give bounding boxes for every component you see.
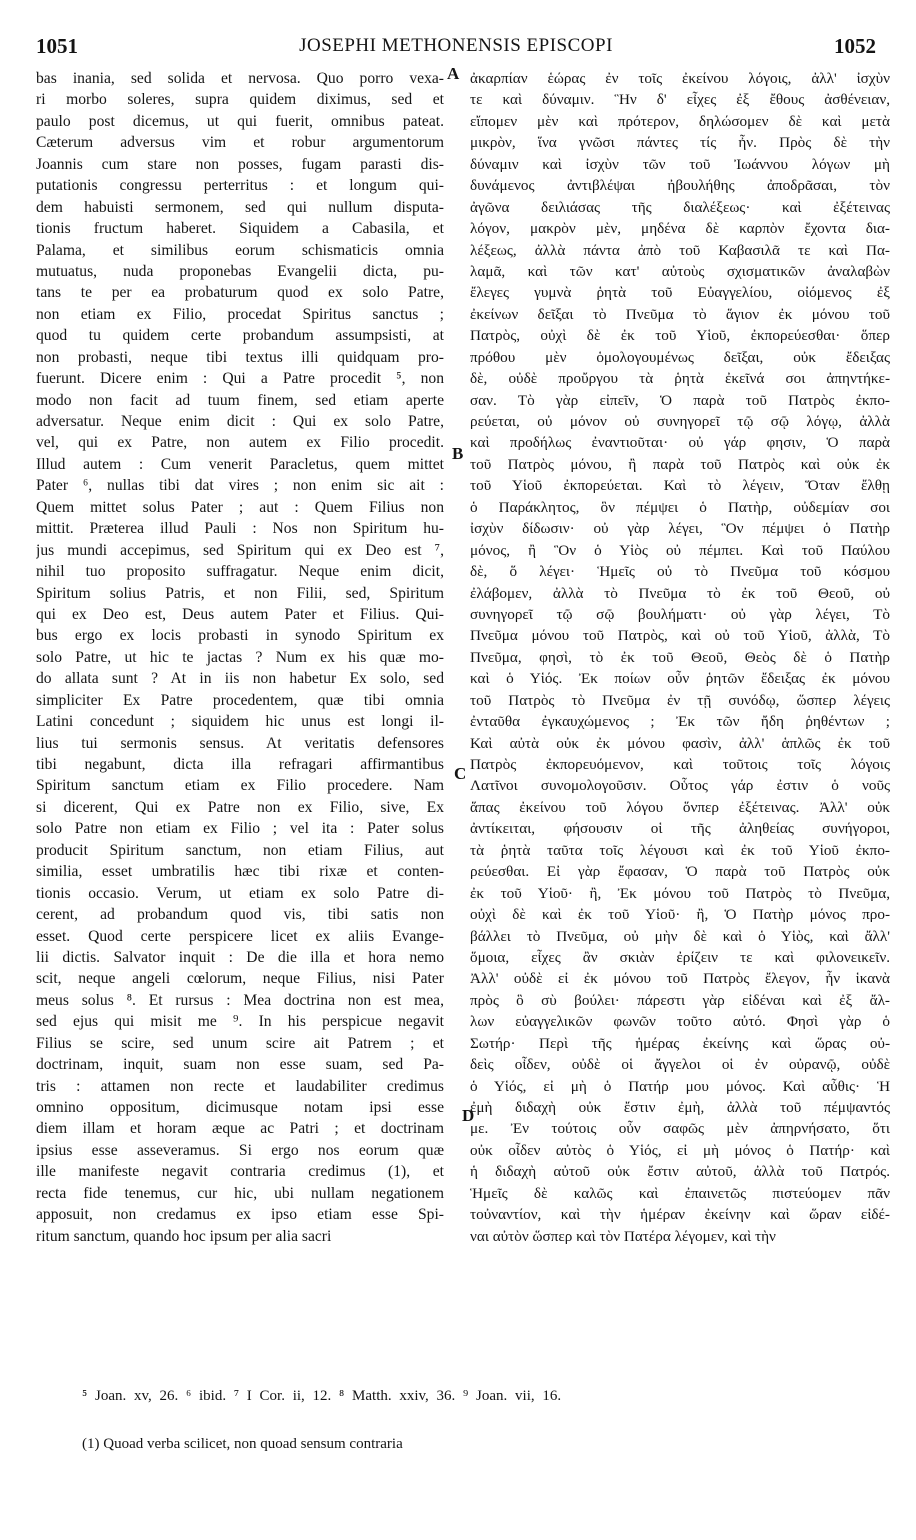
greek-text-line: τοὐναντίον, καὶ τὴν ἡμέραν ἐκείνην καὶ ὥραν εἰδέ-: [470, 1206, 890, 1224]
greek-text-line: Καὶ αὐτὰ οὐκ ἐκ μόνου φασὶν, ἀλλ' ἁπλῶς ἐκ τοῦ: [470, 734, 890, 752]
latin-text-line: tibi negabunt, dicta illa refragari affirmantibus: [36, 756, 444, 773]
page-number-left: 1051: [36, 34, 78, 58]
latin-text-line: ritum sanctum, quando hoc ipsum per alia sacri: [36, 1227, 332, 1245]
greek-column: [470, 68, 890, 1247]
greek-text-line: ρεύεσθαι. Εἰ γὰρ ἔφασαν, Ὁ παρὰ τοῦ Πατρὸς οὐκ: [470, 863, 890, 881]
greek-text-line: ὁ Υἱός, εἰ μὴ ὁ Πατήρ μου μόνος. Καὶ αὖθις· Ἡ: [470, 1077, 890, 1095]
greek-text-line: ἐνταῦθα ἐγκαυχώμενος ; Ἐκ τῶν ἤδη ῥηθέντων ;: [470, 713, 890, 731]
greek-text-line: ἰσχὺν δίδωσιν· οὐ γὰρ λέγει, Ὃν πέμψει ὁ Πατὴρ: [470, 520, 890, 538]
greek-text-line: ἐμὴ διδαχὴ οὐκ ἔστιν ἐμὴ, ἀλλὰ τοῦ πέμψαντός: [470, 1099, 890, 1116]
margin-marker-a: A: [447, 64, 460, 83]
greek-text-line: ἐκ τοῦ Υἱοῦ· ἢ, Ἐκ μόνου τοῦ Πατρὸς τὸ Πνεῦμα,: [470, 884, 890, 902]
greek-text-line: ναι αὐτὸν ὥσπερ καὶ τὸν Πατέρα λέγομεν, καὶ τὴν: [470, 1227, 776, 1245]
latin-text-line: nihil tuo proposito suffragatur. Neque enim dicit,: [36, 563, 444, 581]
latin-text-line: putationis congressu perterritus : et longum qui-: [36, 177, 444, 195]
greek-text-line: τὰ ῥητὰ ταῦτα τοῖς λέγουσι καὶ ἐκ τοῦ Υἱοῦ ἐκπο-: [470, 841, 890, 859]
page-number-right: 1052: [834, 34, 876, 58]
latin-text-line: scit, neque angeli cœlorum, neque Filius, nisi Pater: [36, 970, 444, 988]
greek-text-line: λαμᾶ, καὶ τῶν κατ' αὐτοὺς σχισματικῶν ἀναλαβὼν: [470, 262, 890, 280]
latin-text-line: ipsius esse asseveramus. Si ergo nos eorum quæ: [36, 1141, 444, 1159]
greek-text-line: βάλλει τὸ Πνεῦμα, οὐ μὴν δὲ καὶ ὁ Υἱὸς, καὶ ἄλλ': [470, 927, 890, 945]
greek-text-line: δὲ, οὐδὲ προὔργου τὰ ῥητὰ ἐκεῖνά σοι ἀπηντήκε-: [470, 370, 890, 388]
latin-text-line: modo non facit ad tuum finem, sed etiam aperte: [36, 391, 444, 409]
greek-text-line: Πατρὸς, οὐχὶ δὲ ἐκ τοῦ Υἱοῦ, ἐκπορεύεσθαι· ὅπερ: [470, 327, 890, 345]
greek-text-line: Πατρὸς ἐκπορευόμενον, καὶ τοῦτοις τοῖς λόγοις: [470, 756, 890, 773]
latin-text-line: sed ejus qui misit me ⁹. In his perspicue negavit: [36, 1013, 444, 1031]
greek-text-line: λόγον, μακρὸν μὲν, μηδένα δὲ καρπὸν ἔχοντα δια-: [470, 220, 890, 238]
greek-text-line: ἅπας ἐκείνου τοῦ λόγου ὅνπερ ἐξέτεινας. Ἀλλ' οὐκ: [470, 798, 890, 816]
latin-text-line: recta fide tenemus, cur hic, ubi nullam negationem: [36, 1184, 444, 1202]
latin-text-line: tionis fructum haberet. Siquidem a Cabasila, et: [36, 220, 444, 238]
greek-text-line: οὐκ οἶδεν αὐτὸς ὁ Υἱός, εἰ μὴ μόνος ὁ Πατήρ· καὶ: [470, 1141, 890, 1159]
latin-text-line: ille manifeste negavit contraria credimus (1), et: [36, 1163, 444, 1181]
greek-text-line: ἔλεγες γυμνὰ ῥητὰ τοῦ Εὐαγγελίου, οἰόμενος ἐξ: [470, 284, 890, 302]
greek-text-line: μόνος, ἢ Ὃν ὁ Υἱὸς οὐ πέμπει. Καὶ τοῦ Παύλου: [470, 541, 890, 559]
greek-text-line: Πνεῦμα, φησὶ, τὸ ἐκ τοῦ Θεοῦ, Θεὸς δὲ ὁ Πατὴρ: [470, 648, 890, 666]
greek-text-line: δύναμιν καὶ ἰσχὺν τῶν τοῦ Ἰωάννου λόγων μὴ: [470, 155, 890, 173]
latin-text-line: meus solus ⁸. Et rursus : Mea doctrina non est mea,: [36, 991, 444, 1009]
greek-text-line: σαν. Τὸ γὰρ εἰπεῖν, Ὁ παρὰ τοῦ Πατρὸς ἐκπο-: [470, 391, 890, 409]
footnote-note: (1) Quoad verba scilicet, non quoad sensum contraria: [82, 1436, 403, 1452]
latin-text-line: bas inania, sed solida et nervosa. Quo porro vexa-: [36, 70, 444, 87]
greek-text-line: Ἀλλ' οὐδὲ εἰ ἐκ μόνου τοῦ Πατρὸς ἔλεγον, ἦν ἱκανὰ: [470, 970, 890, 988]
latin-text-line: lius tui sermonis sensus. At veritatis defensores: [36, 734, 444, 752]
latin-text-line: tionis occasio. Verum, ut etiam ex solo Patre di-: [36, 884, 444, 902]
greek-text-line: ἀκαρπίαν ἑώρας ἐν τοῖς ἐκείνου λόγοις, ἀλλ' ἰσχὺν: [470, 70, 890, 87]
greek-text-line: πρόθου μὲν ὁμολογουμένως δεῖξαι, οὐκ ἔδειξας: [470, 348, 890, 366]
greek-text-line: ἡ διδαχὴ αὐτοῦ οὐκ ἔστιν αὐτοῦ, ἀλλὰ τοῦ Πατρός.: [470, 1163, 890, 1181]
latin-text-line: dem habuisti sermonem, sed qui nullum disputa-: [36, 198, 444, 216]
margin-marker-c: C: [454, 764, 467, 783]
greek-text-line: δὲ, ὅ λέγει· Ἡμεῖς οὐ τὸ Πνεῦμα τοῦ κόσμου: [470, 563, 890, 581]
latin-text-line: Quem mittet solus Pater ; aut : Quem Filius non: [36, 498, 444, 516]
latin-text-line: tans te per ea probaturum quod ex solo Patre,: [36, 284, 444, 302]
latin-text-line: lii dictis. Salvator inquit : De die illa et hora nemo: [36, 948, 444, 966]
latin-text-line: Cæterum adversus vim et robur argumentorum: [36, 134, 444, 152]
greek-text-line: Σωτήρ· Περὶ τῆς ἡμέρας ἐκείνης καὶ ὥρας οὐ-: [470, 1034, 890, 1052]
greek-text-line: ἀγῶνα δειλιάσας τῆς διαλέξεως· καὶ ἐξέτεινας: [470, 198, 890, 216]
running-title: JOSEPHI METHONENSIS EPISCOPI: [299, 35, 613, 56]
latin-text-line: vel, qui ex Patre, non autem ex Filio procedit.: [36, 434, 444, 452]
latin-text-line: simpliciter Ex Patre procedentem, quæ tibi omnia: [36, 691, 444, 709]
greek-text-line: τοῦ Πατρὸς μόνου, ἢ παρὰ τοῦ Πατρὸς καὶ οὐκ ἐκ: [470, 455, 890, 473]
latin-text-line: mutuatus, nuda proponebas Evangelii dicta, pu-: [36, 262, 444, 280]
latin-text-line: omnino oppositum, dicimusque notam ipsi esse: [36, 1099, 444, 1116]
latin-text-line: fuerunt. Dicere enim : Qui a Patre procedit ⁵, non: [36, 370, 444, 388]
latin-text-line: Illud autem : Cum venerit Paracletus, quem mittet: [36, 455, 444, 473]
latin-text-line: doctrinam, inquit, suam non esse suam, sed Pa-: [36, 1056, 444, 1074]
greek-text-line: καὶ ὁ Υἱός. Ἐκ ποίων οὖν ῥητῶν ἔδειξας ἐκ μόνου: [470, 670, 890, 688]
latin-text-line: non etiam ex Filio, procedat Spiritus sanctus ;: [36, 305, 444, 323]
latin-text-line: Palama, et similibus eorum schismaticis omnia: [36, 241, 444, 259]
greek-text-line: τε καὶ δύναμιν. Ἣν δ' εἶχες ἐξ ἔθους ἀσθένειαν,: [470, 91, 890, 109]
latin-text-line: solo Patre, ut hic te jactas ? Num ex his quæ mo-: [36, 648, 444, 666]
latin-text-line: esset. Quod certe perspicere licet ex aliis Evange-: [36, 927, 444, 945]
greek-text-line: τοῦ Πατρὸς τὸ Πνεῦμα ἐν τῇ συνόδῳ, ὥσπερ λέγεις: [470, 691, 890, 709]
greek-text-line: λέξεως, ἀλλὰ πάντα ἀπὸ τοῦ Καβασιλᾶ τε καὶ Πα-: [470, 241, 890, 259]
latin-text-line: Latini concedunt ; siquidem hic unus est longi il-: [36, 713, 444, 731]
latin-text-line: Spiritum solius Patris, et non Filii, sed, Spiritum: [36, 584, 444, 602]
greek-text-line: ἐλάβομεν, ἀλλὰ τὸ Πνεῦμα τὸ ἐκ τοῦ Θεοῦ, οὐ: [470, 584, 890, 602]
latin-text-line: do allata sunt ? At in iis non habetur Ex solo, sed: [36, 670, 444, 688]
latin-text-line: cerent, ad probandum quod vis, tibi satis non: [36, 906, 444, 924]
latin-text-line: similia, esset umbratilis hæc tibi rixæ et conten-: [36, 863, 444, 881]
greek-text-line: τοῦ Υἱοῦ ἐκπορεύεται. Καὶ τὸ λέγειν, Ὅταν ἔλθῃ: [470, 477, 890, 495]
footnotes: ⁵ Joan. xv, 26. ⁶ ibid. ⁷ I Cor. ii, 12. ⁸ Matth. xxiv, 36. ⁹ Joan. vii, 16.: [82, 1388, 562, 1404]
latin-text-line: ri morbo soleres, supra quidem diximus, sed et: [36, 91, 444, 109]
greek-text-line: ἐκείνων δεῖξαι τὸ Πνεῦμα τὸ ἅγιον ἐκ μόνου τοῦ: [470, 305, 890, 323]
greek-text-line: ἀντίκειται, φήσουσιν οἱ τῆς ἀληθείας συνήγοροι,: [470, 820, 890, 838]
greek-text-line: πρὸς ὃ σὺ βούλει· πάρεστι γὰρ εἰδέναι καὶ ἐξ ἄλ-: [470, 991, 890, 1009]
greek-text-line: ὁ Παράκλητος, ὃν πέμψει ὁ Πατὴρ, οὐδεμίαν σοι: [470, 498, 890, 516]
latin-text-line: bus ergo ex locis probasti in synodo Spiritum ex: [36, 627, 444, 645]
greek-text-line: ὅμοια, εἶχες ἂν σκιὰν ἐρίζειν τε καὶ φιλονεικεῖν.: [470, 948, 890, 966]
latin-text-line: diem illam et horam æque ac Patri ; et doctrinam: [36, 1120, 444, 1138]
latin-text-line: non probasti, neque tibi textus illi quidquam pro-: [36, 348, 444, 366]
latin-text-line: jus mundi accepimus, sed Spiritum qui ex Deo est ⁷,: [36, 541, 444, 559]
latin-text-line: Spiritum sanctum etiam ex Filio procedere. Nam: [36, 777, 444, 795]
greek-text-line: μικρὸν, ἵνα γνῶσι πάντες τίς ἦν. Πρὸς δὲ τὴν: [470, 134, 890, 152]
greek-text-line: Λατῖνοι συνομολογοῦσιν. Οὗτος γάρ ἐστιν ὁ νοῦς: [470, 777, 890, 795]
latin-text-line: adversatur. Neque enim dicit : Qui ex solo Patre,: [36, 413, 444, 430]
greek-text-line: Πνεῦμα μόνου τοῦ Πατρὸς, καὶ οὐ τοῦ Υἱοῦ, ἀλλὰ, Τὸ: [470, 627, 890, 645]
latin-text-line: mittit. Præterea illud Pauli : Nos non Spiritum hu-: [36, 520, 444, 538]
greek-text-line: δεὶς οἶδεν, οὐδὲ οἱ ἄγγελοι οἱ ἐν οὐρανῷ, οὐδὲ: [470, 1056, 890, 1074]
latin-text-line: apposuit, non credamus ex ipso etiam esse Spi-: [36, 1206, 444, 1224]
greek-text-line: οὐχὶ δὲ καὶ ἐκ τοῦ Υἱοῦ· ἢ, Ὁ Πατὴρ μόνος προ-: [470, 906, 890, 924]
greek-text-line: Ἡμεῖς δὲ καλῶς καὶ ἐπαινετῶς πιστεύομεν πᾶν: [470, 1184, 890, 1202]
greek-text-line: ρεύεται, οὐ μόνον οὐ συνηγορεῖ τῷ σῷ λόγῳ, ἀλλὰ: [470, 413, 890, 430]
greek-text-line: καὶ προδήλως ἐναντιοῦται· οὐ γάρ φησιν, Ὁ παρὰ: [470, 434, 890, 452]
greek-text-line: δυνάμενος ἀντιβλέψαι ἠβουλήθης ἀποδρᾶσαι, τὸν: [470, 177, 890, 195]
greek-text-line: συνηγορεῖ τῷ σῷ βουλήματι· οὐ γὰρ λέγει, Τὸ: [470, 605, 890, 623]
latin-text-line: Pater ⁶, nullas tibi dat vires ; non enim sic ait :: [36, 477, 444, 495]
latin-text-line: solo Patre non etiam ex Filio ; vel ita : Pater solus: [36, 820, 444, 838]
latin-text-line: paulo post dicemus, ut qui fuerit, omnibus pateat.: [36, 112, 444, 130]
greek-text-line: με. Ἐν τούτοις οὖν σαφῶς μὲν ἀπηρνήσατο, ὅτι: [470, 1120, 890, 1138]
margin-marker-b: B: [452, 444, 464, 463]
latin-column: [36, 68, 444, 1247]
greek-text-line: εἴπομεν μὲν καὶ πρότερον, δηλώσομεν δὲ καὶ μετὰ: [470, 112, 890, 130]
latin-text-line: quod tu quidem certe probandum assumpsisti, at: [36, 327, 444, 345]
margin-marker-d: D: [462, 1106, 475, 1125]
greek-text-line: λων εὐαγγελικῶν φωνῶν τοῦτο αὐτό. Φησὶ γὰρ ὁ: [470, 1013, 890, 1031]
latin-text-line: si dicerent, Qui ex Patre non ex Filio, sive, Ex: [36, 798, 444, 816]
latin-text-line: producit Spiritum sanctum, non etiam Filius, aut: [36, 841, 444, 859]
latin-text-line: Filius se scire, sed unum scire ait Patrem ; et: [36, 1034, 444, 1052]
latin-text-line: qui ex Deo est, Deus autem Pater et Filius. Qui-: [36, 605, 444, 623]
page-header: [36, 34, 876, 64]
latin-text-line: tris : attamen non recte et laudabiliter credimus: [36, 1077, 444, 1095]
latin-text-line: Joannis cum stare non posses, fugam parasti dis-: [36, 155, 444, 173]
